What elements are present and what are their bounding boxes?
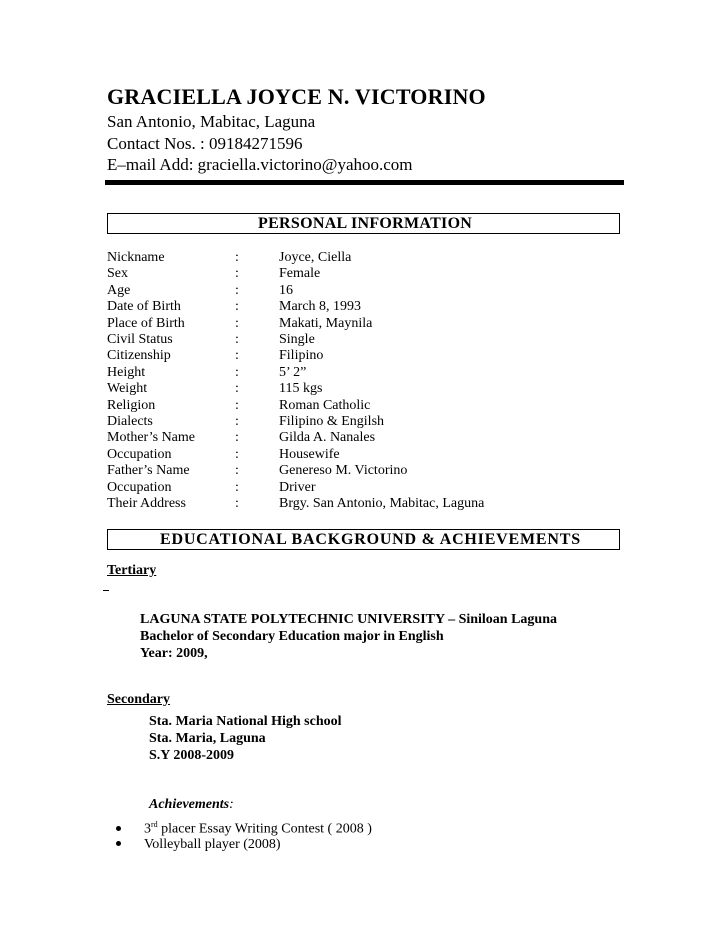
bullet-icon	[116, 841, 121, 846]
info-row	[107, 250, 627, 267]
info-value: Driver	[279, 479, 316, 495]
info-separator: :	[235, 250, 239, 265]
info-label: Age	[107, 282, 131, 298]
secondary-school: Sta. Maria National High school	[149, 714, 342, 729]
achievement-item	[116, 820, 372, 838]
info-separator: :	[235, 463, 239, 479]
achievement-text: Volleyball player (2008)	[144, 837, 281, 852]
info-value: Genereso M. Victorino	[279, 463, 408, 479]
info-separator: :	[235, 446, 239, 462]
secondary-heading: Secondary	[107, 692, 170, 707]
info-label: Nickname	[107, 250, 165, 265]
info-value: Joyce, Ciella	[279, 250, 352, 265]
info-separator: :	[235, 332, 239, 347]
bullet-icon	[116, 826, 121, 831]
applicant-address: San Antonio, Mabitac, Laguna	[107, 112, 316, 131]
tertiary-school: LAGUNA STATE POLYTECHNIC UNIVERSITY – Siniloan Laguna	[140, 612, 558, 627]
info-value: 16	[279, 282, 293, 298]
info-row	[107, 398, 627, 415]
info-separator: :	[235, 299, 239, 315]
info-separator: :	[235, 430, 239, 446]
achievement-ordinal-suffix: rd	[151, 820, 158, 829]
achievement-ordinal: 3	[144, 821, 151, 837]
info-value: March 8, 1993	[279, 299, 362, 315]
info-row	[107, 332, 627, 349]
contact-numbers: Contact Nos. : 09184271596	[107, 134, 303, 153]
info-separator: :	[235, 479, 239, 495]
info-value: Single	[279, 332, 315, 347]
stray-dash	[103, 590, 109, 591]
info-label: Their Address	[107, 496, 186, 511]
applicant-name: GRACIELLA JOYCE N. VICTORINO	[107, 84, 486, 109]
achievements-title: Achievements	[149, 797, 230, 812]
info-row	[107, 365, 627, 382]
info-value: Gilda A. Nanales	[279, 430, 376, 446]
info-label: Place of Birth	[107, 315, 185, 331]
personal-info-header	[107, 213, 620, 234]
achievements-heading	[149, 795, 234, 813]
info-label: Occupation	[107, 446, 172, 462]
info-value: Housewife	[279, 446, 340, 462]
education-title: EDUCATIONAL BACKGROUND & ACHIEVEMENTS	[160, 531, 581, 548]
achievement-text: placer Essay Writing Contest ( 2008 )	[157, 821, 372, 837]
tertiary-course: Bachelor of Secondary Education major in English	[140, 629, 444, 644]
info-label: Religion	[107, 397, 156, 413]
info-label: Date of Birth	[107, 299, 181, 315]
info-value: Filipino & Engilsh	[279, 414, 385, 429]
info-separator: :	[235, 266, 239, 282]
info-row	[107, 463, 627, 480]
tertiary-year: Year: 2009,	[140, 646, 208, 661]
email-address: E–mail Add: graciella.victorino@yahoo.com	[107, 155, 413, 174]
info-row	[107, 414, 627, 431]
info-separator: :	[235, 496, 239, 511]
info-row	[107, 299, 627, 316]
info-value: Filipino	[279, 348, 324, 364]
info-value: Roman Catholic	[279, 397, 371, 413]
info-label: Father’s Name	[107, 463, 190, 479]
education-header	[107, 529, 620, 550]
info-label: Citizenship	[107, 348, 171, 364]
info-row	[107, 447, 627, 464]
info-separator: :	[235, 315, 239, 331]
info-separator: :	[235, 348, 239, 364]
info-separator: :	[235, 397, 239, 413]
header-divider	[105, 180, 624, 185]
info-row	[107, 496, 627, 513]
info-row	[107, 316, 627, 333]
info-separator: :	[235, 381, 239, 397]
personal-info-title: PERSONAL INFORMATION	[258, 215, 473, 232]
achievement-item	[116, 837, 281, 853]
info-label: Civil Status	[107, 332, 173, 347]
info-value: 5’ 2”	[279, 364, 307, 380]
tertiary-heading: Tertiary	[107, 563, 157, 578]
info-separator: :	[235, 364, 239, 380]
info-separator: :	[235, 282, 239, 298]
info-row	[107, 480, 627, 497]
info-label: Dialects	[107, 414, 153, 429]
achievements-colon: :	[229, 797, 234, 812]
info-value: 115 kgs	[279, 381, 323, 397]
info-row	[107, 266, 627, 283]
info-row	[107, 283, 627, 300]
info-label: Sex	[107, 266, 128, 282]
info-separator: :	[235, 414, 239, 429]
info-label: Mother’s Name	[107, 430, 195, 446]
info-value: Female	[279, 266, 321, 282]
info-row	[107, 348, 627, 365]
info-value: Brgy. San Antonio, Mabitac, Laguna	[279, 496, 485, 511]
info-label: Occupation	[107, 479, 172, 495]
secondary-year: S.Y 2008-2009	[149, 748, 235, 763]
info-row	[107, 430, 627, 447]
info-value: Makati, Maynila	[279, 315, 373, 331]
info-row	[107, 381, 627, 398]
info-label: Weight	[107, 381, 148, 397]
secondary-location: Sta. Maria, Laguna	[149, 731, 266, 746]
info-label: Height	[107, 364, 146, 380]
